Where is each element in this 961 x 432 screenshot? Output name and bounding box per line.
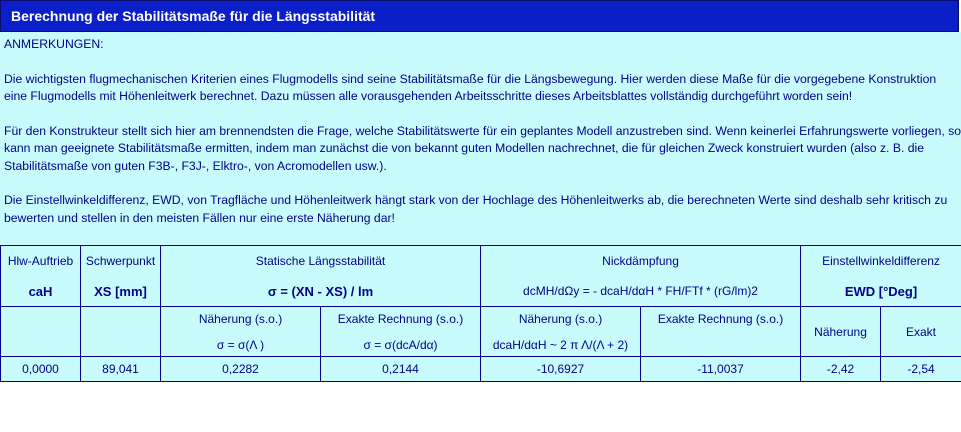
table-row: [1, 357, 961, 382]
notes-panel: [0, 32, 961, 245]
value-xs: 89,041: [81, 357, 161, 382]
title-bar: [0, 0, 959, 32]
subheader-empty-2: [81, 307, 161, 357]
formula-ewd: EWD [°Deg]: [844, 283, 918, 299]
symbol-xs: XS [mm]: [94, 283, 147, 299]
table-subheader-row: [1, 307, 961, 357]
value-ewd-exakt: -2,54: [881, 357, 961, 382]
header-statische-laengsstabilitaet: Statische Längsstabilität σ = (XN - XS) / lm: [161, 246, 481, 307]
subheader-nick-exakt: Exakte Rechnung (s.o.): [641, 307, 801, 357]
value-nick-naeherung: -10,6927: [481, 357, 641, 382]
header-hlw-auftrieb: Hlw-Auftrieb caH: [1, 246, 81, 307]
subheader-nick-naeherung: Näherung (s.o.) dcaH/dαH ~ 2 π Λ/(Λ + 2): [481, 307, 641, 357]
notes-paragraph-1: Die wichtigsten flugmechanischen Kriterien eines Flugmodells sind seine Stabilitätsmaße für die Längsbewegung. Hier werden diese Maße für die vorgegebene Konstruktion eine Flugmodells mit Höhenleitwerk berechnet. Dazu müssen alle vorausgehenden Arbeitsschritte dieses Arbeitsblattes vollständig durchgeführt worden sein!: [4, 71, 937, 103]
table-header-row: [1, 246, 961, 307]
value-nick-exakt: -11,0037: [641, 357, 801, 382]
subheader-ewd-exakt: Exakt: [881, 307, 961, 357]
header-nickdaempfung: Nickdämpfung dcMH/dΩy = - dcaH/dαH * FH/FTf * (rG/lm)2: [481, 246, 801, 307]
header-schwerpunkt: Schwerpunkt XS [mm]: [81, 246, 161, 307]
header-einstellwinkeldifferenz: Einstellwinkeldifferenz EWD [°Deg]: [801, 246, 961, 307]
page-title: Berechnung der Stabilitätsmaße für die Längsstabilität: [11, 8, 376, 24]
subheader-ewd-naeherung: Näherung: [801, 307, 881, 357]
notes-heading: ANMERKUNGEN:: [4, 37, 104, 51]
value-ewd-naeherung: -2,42: [801, 357, 881, 382]
notes-paragraph-2: Für den Konstrukteur stellt sich hier am brennendsten die Frage, welche Stabilitätswerte für ein geplantes Modell anzustreben sind. Wenn keinerlei Erfahrungswerte vorliegen, so kann man geeignete Stabilitätsmaße ermitten, indem man zunächst die von bekannt guten Modellen nachrechnet, die für gleichen Zweck konstruiert wurden (also z. B. die Stabilitätsmaße von guten F3B-, F3J-, Elktro-, von Acromodellen usw.).: [4, 123, 961, 173]
subheader-sigma-exakt: Exakte Rechnung (s.o.) σ = σ(dcA/dα): [321, 307, 481, 357]
value-sigma-exakt: 0,2144: [321, 357, 481, 382]
formula-nick: dcMH/dΩy = - dcaH/dαH * FH/FTf * (rG/lm)2: [523, 284, 758, 298]
symbol-cah: caH: [28, 283, 53, 299]
stability-table: [0, 245, 961, 382]
notes-paragraph-3: Die Einstellwinkeldifferenz, EWD, von Tragfläche und Höhenleitwerk hängt stark von der Hochlage des Höhenleitwerks ab, die berechneten Werte sind deshalb sehr kritisch zu bewerten und stellen in den meisten Fällen nur eine erste Näherung dar!: [4, 193, 948, 225]
subheader-sigma-naeherung: Näherung (s.o.) σ = σ(Λ ): [161, 307, 321, 357]
value-cah: 0,0000: [1, 357, 81, 382]
formula-sigma: σ = (XN - XS) / lm: [267, 283, 374, 299]
subheader-empty-1: [1, 307, 81, 357]
value-sigma-naeherung: 0,2282: [161, 357, 321, 382]
